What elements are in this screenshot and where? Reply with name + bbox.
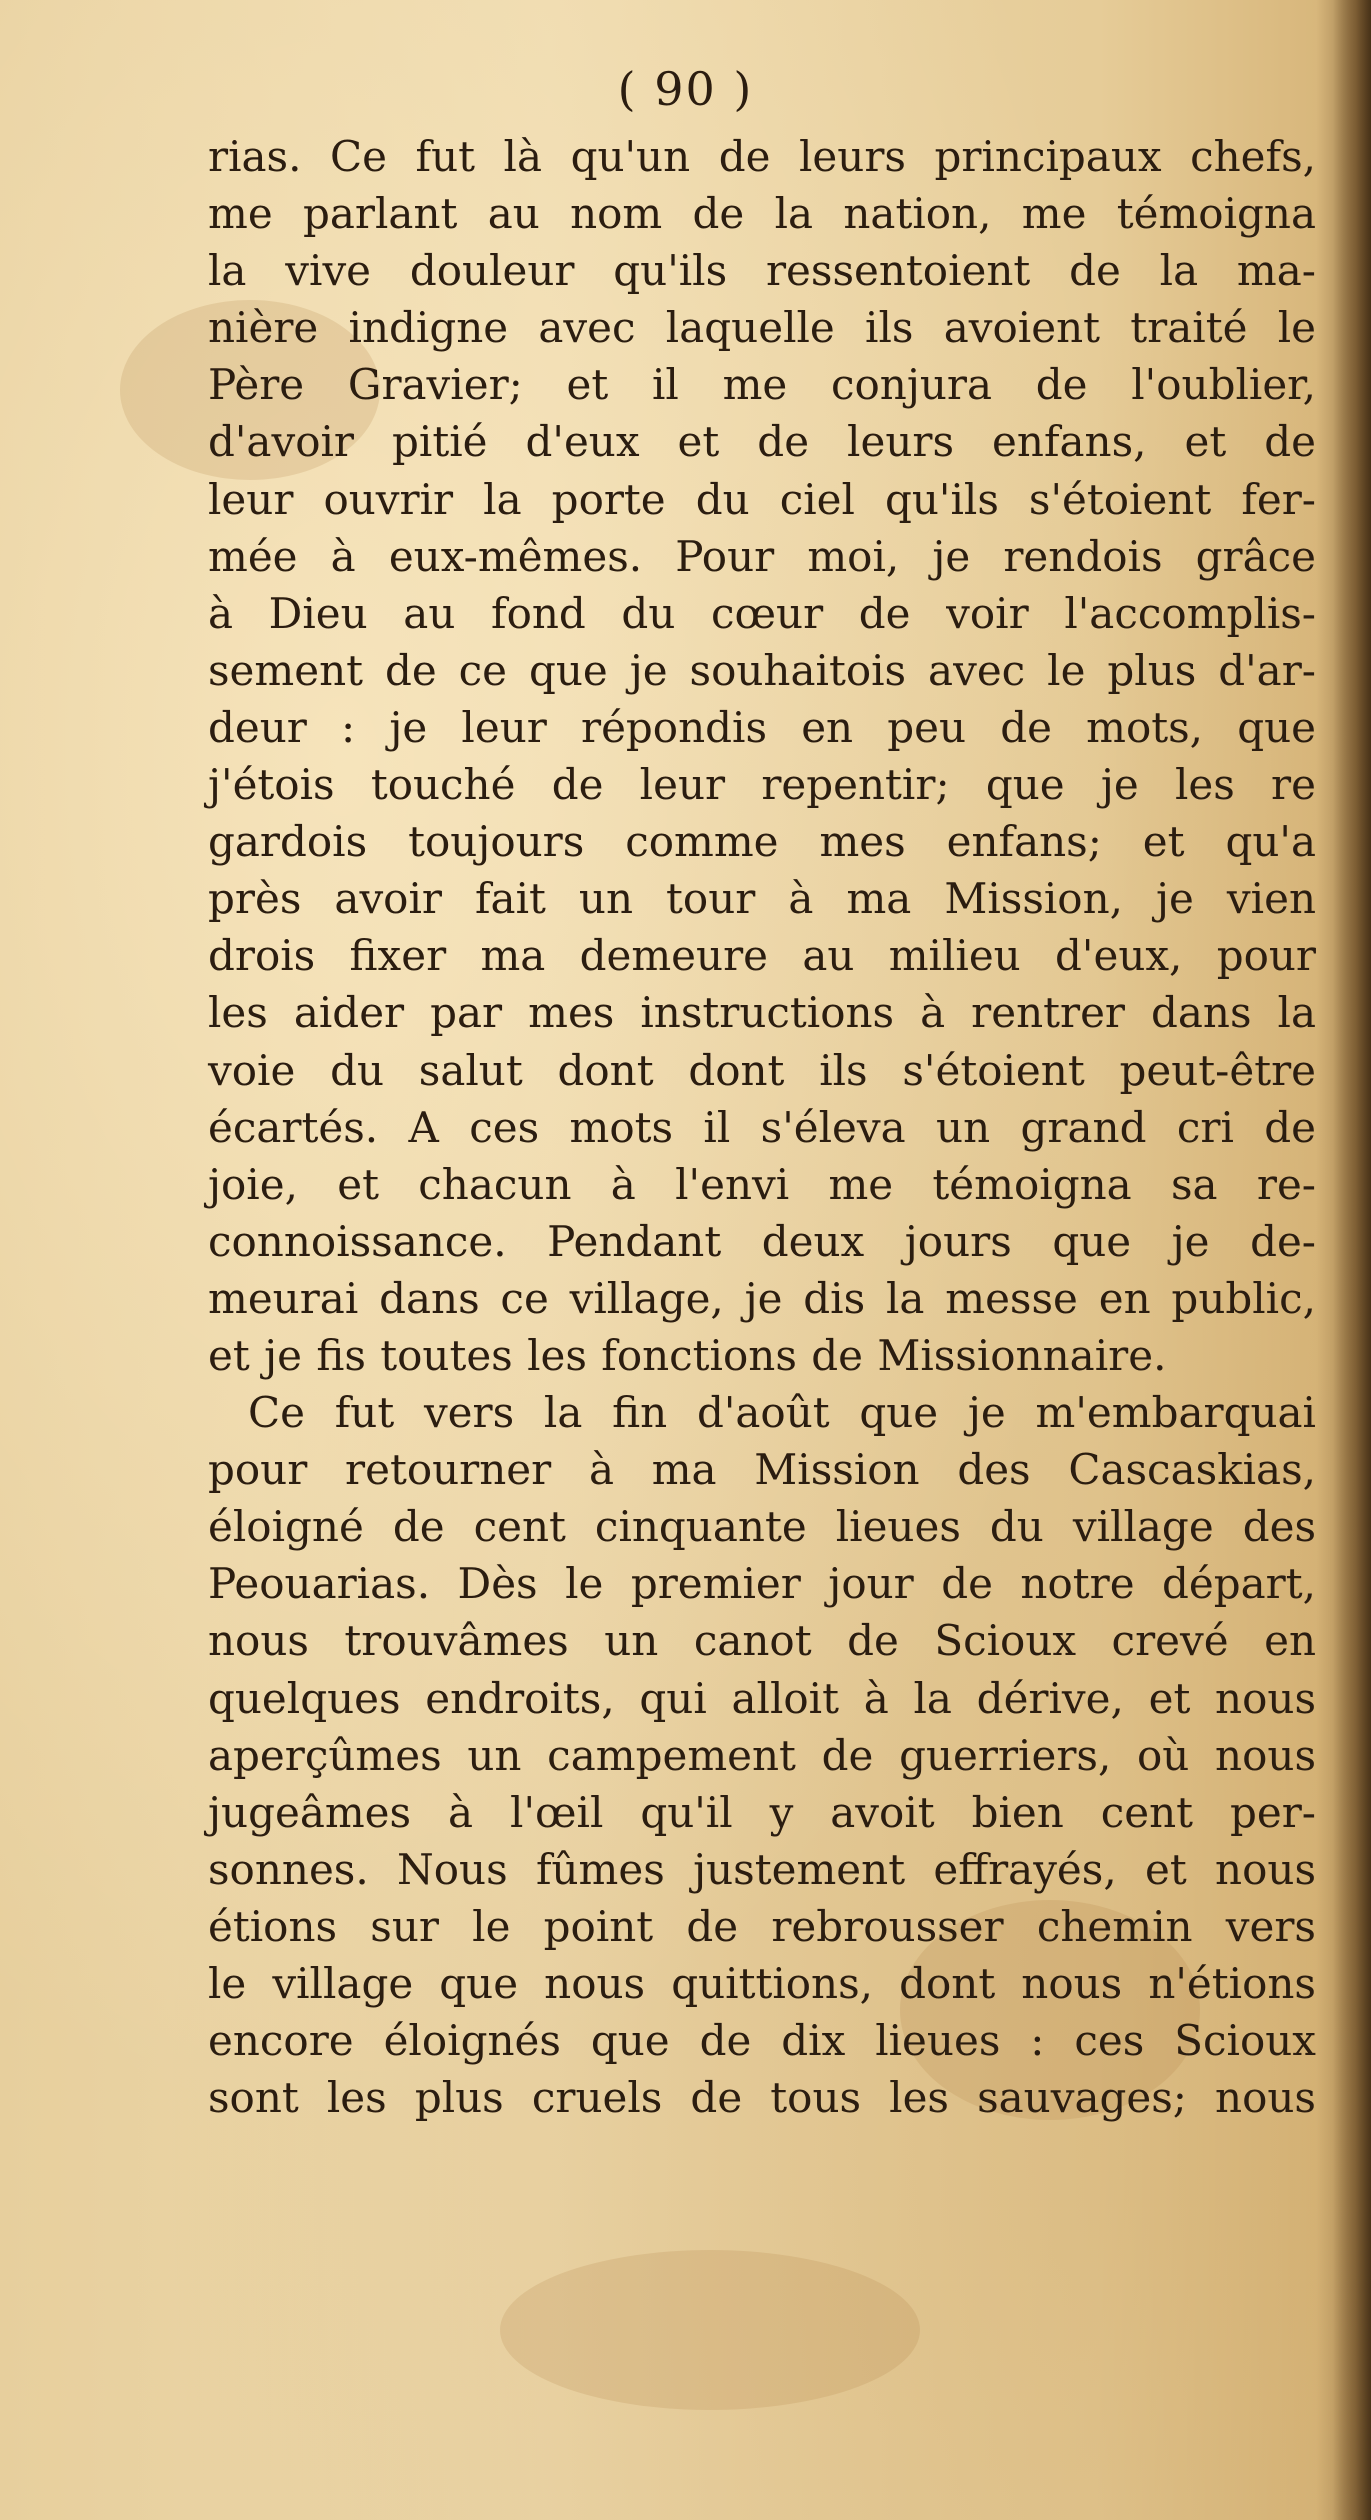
text-line: voie du salut dont dont ils s'étoient peut-être	[208, 1045, 1316, 1095]
text-line: à Dieu au fond du cœur de voir l'accomplis-	[208, 588, 1316, 638]
text-line: d'avoir pitié d'eux et de leurs enfans, et de	[208, 417, 1316, 467]
text-line: connoissance. Pendant deux jours que je de-	[208, 1216, 1316, 1266]
text-line: me parlant au nom de la nation, me témoigna	[208, 189, 1316, 239]
text-line: joie, et chacun à l'envi me témoigna sa re-	[208, 1159, 1316, 1209]
text-line: sonnes. Nous fûmes justement effrayés, et nous	[208, 1844, 1316, 1894]
text-line: sement de ce que je souhaitois avec le plus d'ar-	[208, 645, 1316, 695]
text-line: j'étois touché de leur repentir; que je les re	[208, 760, 1316, 810]
text-line: Peouarias. Dès le premier jour de notre départ,	[208, 1559, 1316, 1609]
text-line: étions sur le point de rebrousser chemin vers	[208, 1901, 1316, 1951]
page-edge-shadow	[1333, 0, 1371, 2520]
text-line: près avoir fait un tour à ma Mission, je vien	[208, 874, 1316, 924]
text-line: rias. Ce fut là qu'un de leurs principaux chefs,	[208, 132, 1316, 181]
paper-stain	[500, 2250, 920, 2410]
text-line: gardois toujours comme mes enfans; et qu'a	[208, 817, 1316, 867]
page-number: ( 90 )	[617, 62, 754, 116]
text-line: drois fixer ma demeure au milieu d'eux, pour	[208, 931, 1316, 981]
text-line: nière indigne avec laquelle ils avoient traité le	[208, 303, 1316, 353]
text-line: Père Gravier; et il me conjura de l'oublier,	[208, 360, 1316, 410]
text-line: Ce fut vers la fin d'août que je m'embarquai	[248, 1388, 1316, 1438]
text-line: leur ouvrir la porte du ciel qu'ils s'étoient fer-	[208, 474, 1316, 524]
text-line: le village que nous quittions, dont nous n'étions	[208, 1959, 1316, 2008]
text-line: quelques endroits, qui alloit à la dérive, et nous	[208, 1673, 1316, 1723]
text-line: mée à eux-mêmes. Pour moi, je rendois grâce	[208, 531, 1316, 581]
text-line: éloigné de cent cinquante lieues du village des	[208, 1502, 1316, 1552]
body-text	[208, 128, 1316, 2126]
text-line: pour retourner à ma Mission des Cascaskias,	[208, 1445, 1316, 1495]
text-line: jugeâmes à l'œil qu'il y avoit bien cent per-	[208, 1787, 1316, 1837]
text-line: la vive douleur qu'ils ressentoient de la ma-	[208, 246, 1316, 296]
text-line: les aider par mes instructions à rentrer dans la	[208, 988, 1316, 1038]
text-line: meurai dans ce village, je dis la messe en public,	[208, 1273, 1316, 1323]
text-line: et je fis toutes les fonctions de Missionnaire.	[208, 1330, 1167, 1380]
text-line: écartés. A ces mots il s'éleva un grand cri de	[208, 1102, 1316, 1152]
text-line: sont les plus cruels de tous les sauvages; nous	[208, 2073, 1316, 2123]
text-line: aperçûmes un campement de guerriers, où nous	[208, 1730, 1316, 1780]
text-line: deur : je leur répondis en peu de mots, que	[208, 702, 1316, 752]
text-line: encore éloignés que de dix lieues : ces Scioux	[208, 2016, 1316, 2066]
text-line: nous trouvâmes un canot de Scioux crevé en	[208, 1616, 1316, 1666]
